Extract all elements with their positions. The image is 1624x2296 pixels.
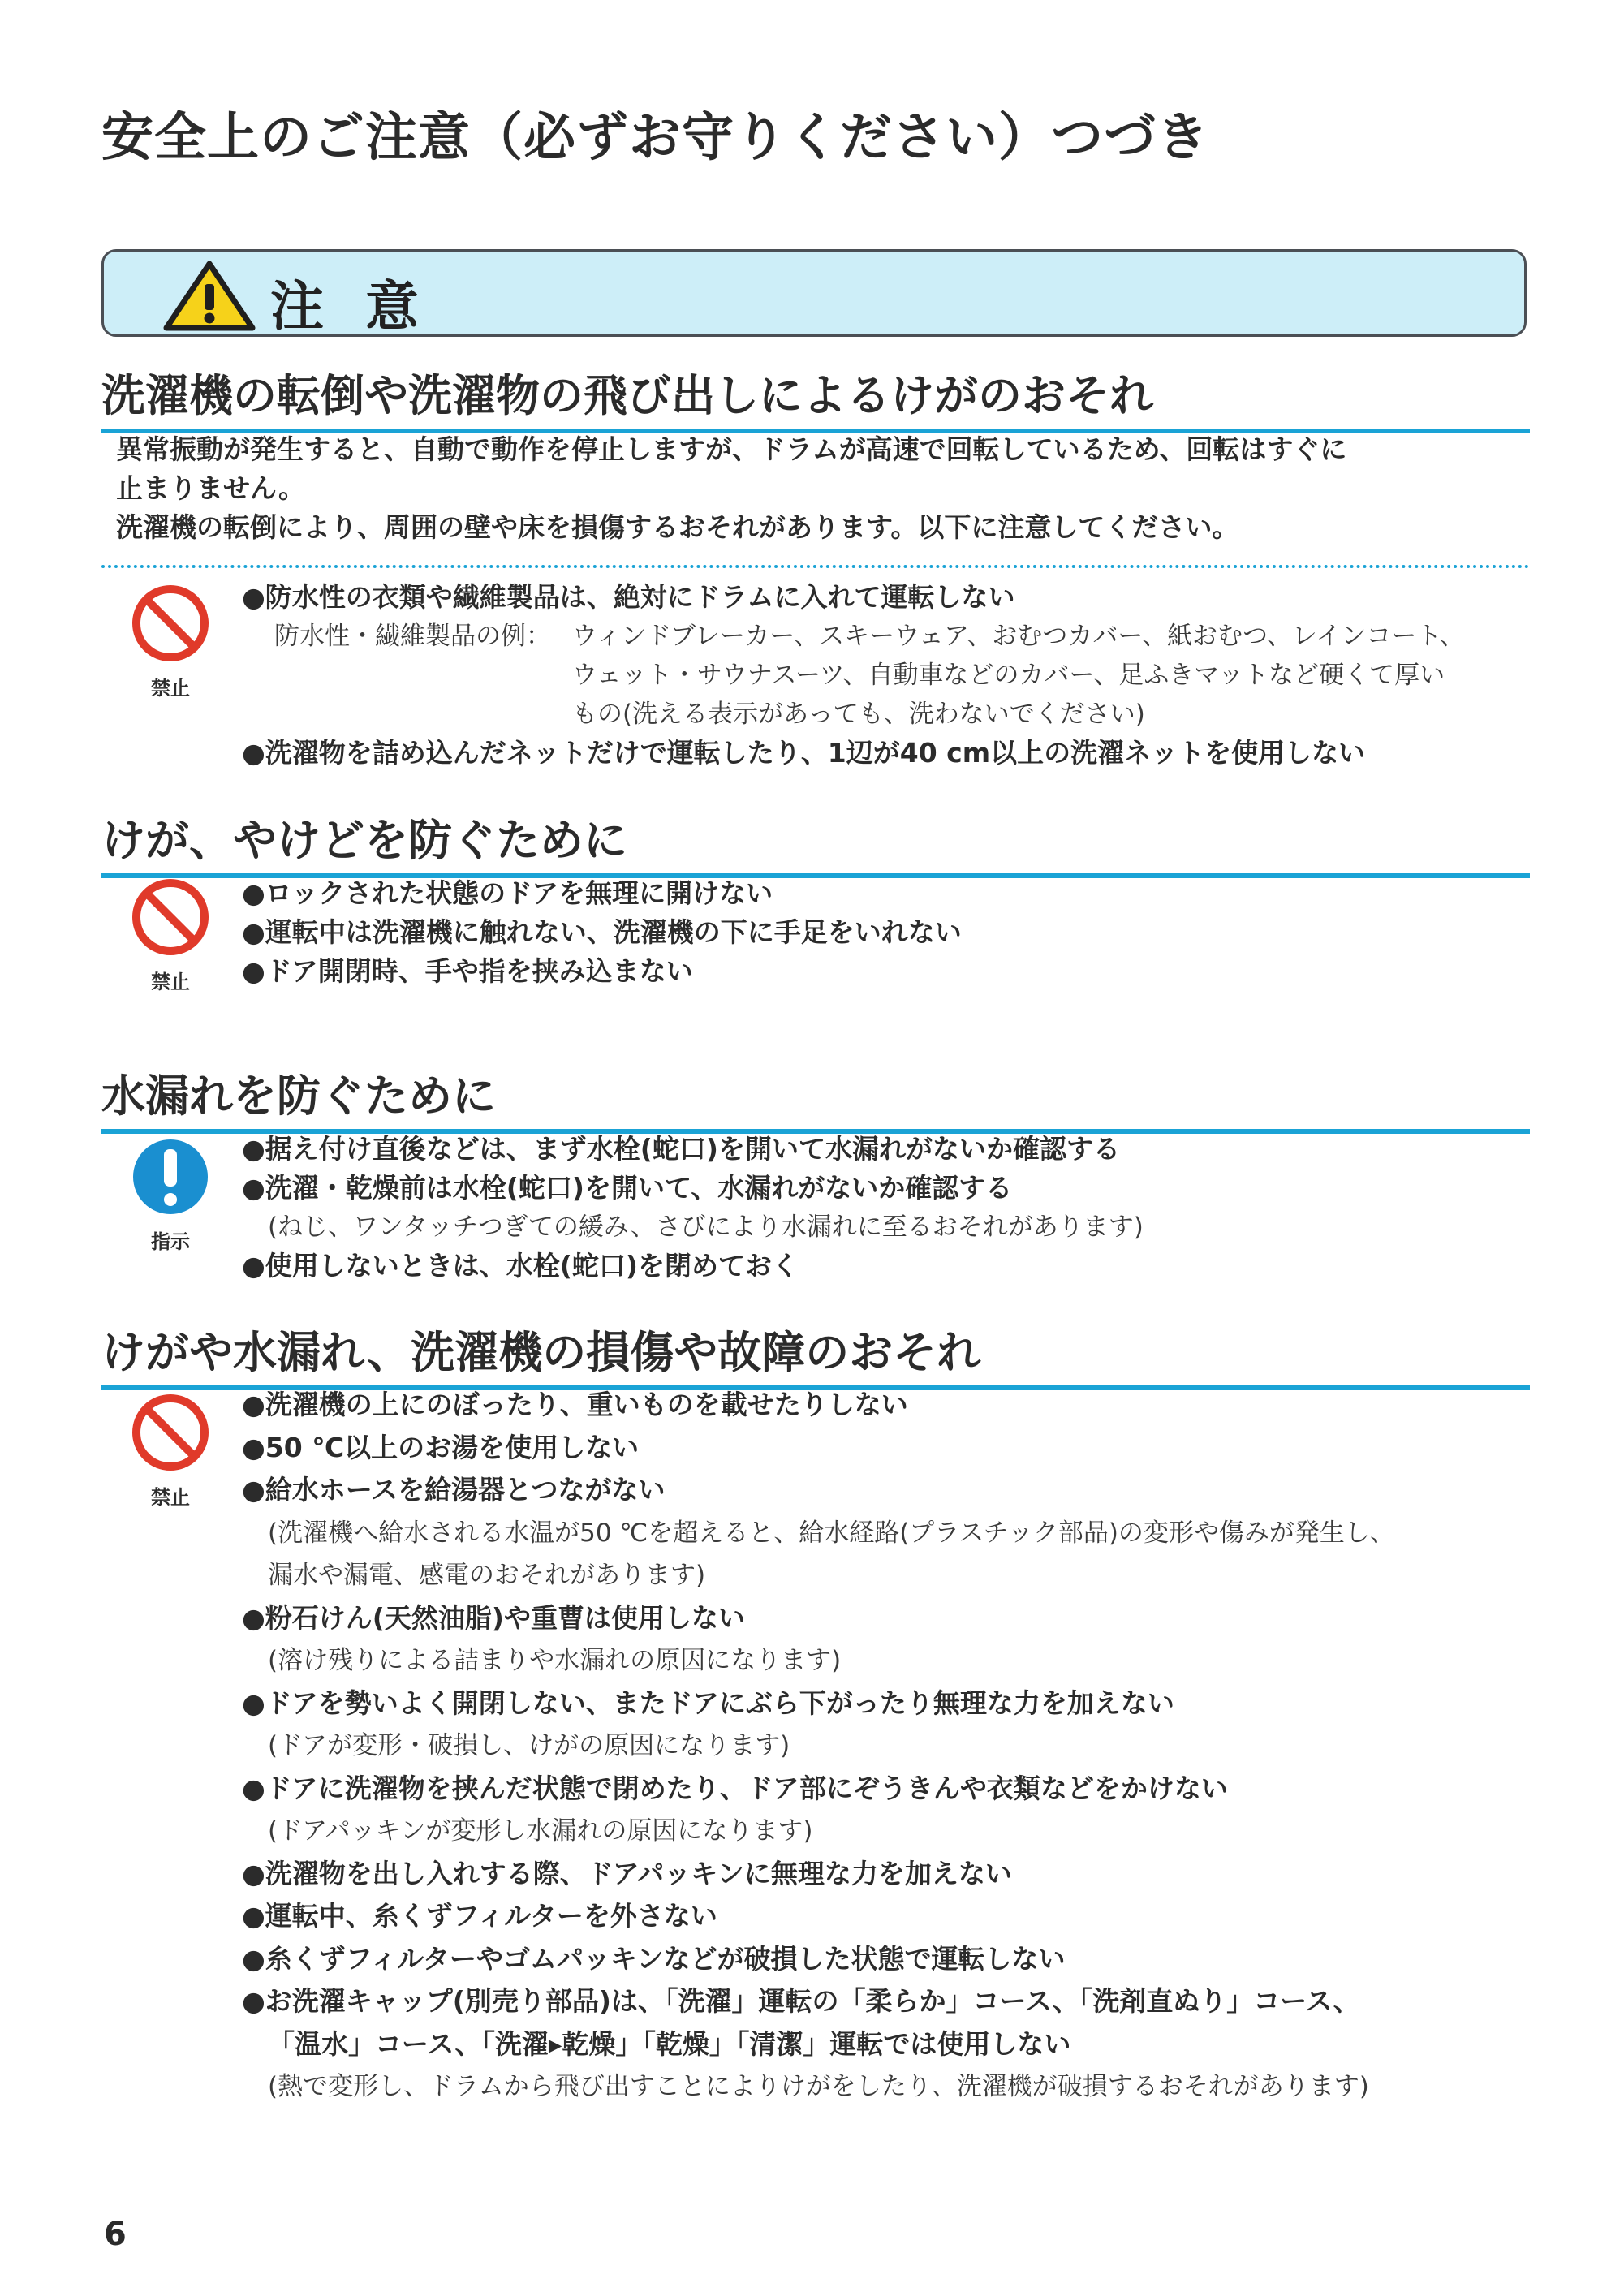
example-line: ウィンドブレーカー、スキーウェア、おむつカバー、紙おむつ、レインコート、 [572, 622, 1465, 651]
page-title: 安全上のご注意（必ずお守りください）つづき [101, 108, 1209, 168]
prohibition-pictogram [118, 877, 223, 994]
prohibition-caption: 禁止 [151, 1486, 190, 1509]
prohibition-icon [130, 583, 211, 664]
instruction-exclamation-icon [130, 1136, 211, 1217]
prohibition-icon [130, 1392, 211, 1473]
section-heading-damage-failure: けがや水漏れ、洗濯機の損傷や故障のおそれ [101, 1318, 1530, 1390]
list-item: ●運転中は洗濯機に触れない、洗濯機の下に手足をいれない [242, 916, 962, 948]
list-item: ●ドア開閉時、手や指を挟み込まない [242, 955, 693, 987]
intro-line: 洗濯機の転倒により、周囲の壁や床を損傷するおそれがあります。以下に注意してください。 [116, 511, 1239, 543]
list-item: ●洗濯物を出し入れする際、ドアパッキンに無理な力を加えない [242, 1858, 1012, 1889]
example-line: もの(洗える表示があっても、洗わないでください) [572, 700, 1145, 729]
list-item: ●糸くずフィルターやゴムパッキンなどが破損した状態で運転しない [242, 1943, 1066, 1975]
example-line: ウェット・サウナスーツ、自動車などのカバー、足ふきマットなど硬くて厚い [572, 661, 1445, 690]
list-item: ●給水ホースを給湯器とつながない [242, 1474, 666, 1506]
list-item: ●ドアを勢いよく開閉しない、またドアにぶら下がったり無理な力を加えない [242, 1687, 1174, 1719]
note-line: (洗濯機へ給水される水温が50 ℃を超えると、給水経路(プラスチック部品)の変形や傷みが発生し、 [268, 1518, 1395, 1548]
section-heading-water-leak: 水漏れを防ぐために [101, 1062, 1530, 1134]
prohibition-pictogram [118, 1392, 223, 1510]
note-line: (溶け残りによる詰まりや水漏れの原因になります) [268, 1646, 842, 1675]
list-item: ●ロックされた状態のドアを無理に開けない [242, 877, 773, 909]
intro-line: 異常振動が発生すると、自動で動作を停止しますが、ドラムが高速で回転しているため、回転はすぐに [116, 433, 1347, 465]
dotted-divider [101, 565, 1530, 568]
caution-banner [101, 249, 1527, 337]
prohibition-caption: 禁止 [151, 971, 190, 993]
section-heading-overturn: 洗濯機の転倒や洗濯物の飛び出しによるけがのおそれ [101, 361, 1530, 433]
list-item: ●運転中、糸くずフィルターを外さない [242, 1900, 717, 1932]
list-item: ●洗濯機の上にのぼったり、重いものを載せたりしない [242, 1389, 908, 1420]
list-item: ●50 ℃以上のお湯を使用しない [242, 1432, 640, 1463]
instruction-pictogram [118, 1136, 223, 1254]
list-item: ●防水性の衣類や繊維製品は、絶対にドラムに入れて運転しない [242, 581, 1015, 613]
list-item: ●使用しないときは、水栓(蛇口)を閉めておく [242, 1250, 799, 1282]
note-line: (ねじ、ワンタッチつぎての緩み、さびにより水漏れに至るおそれがあります) [268, 1213, 1144, 1242]
prohibition-icon [130, 877, 211, 958]
instruction-caption: 指示 [151, 1230, 190, 1253]
list-item: ●お洗濯キャップ(別売り部品)は、「洗濯」運転の「柔らか」コース、「洗剤直ぬり」コース、 [242, 1985, 1360, 2017]
prohibition-pictogram [118, 583, 223, 700]
caution-label: 注 意 [270, 275, 430, 338]
list-item: ●据え付け直後などは、まず水栓(蛇口)を開いて水漏れがないか確認する [242, 1133, 1120, 1165]
note-line: 漏水や漏電、感電のおそれがあります) [268, 1561, 706, 1590]
list-item: ●ドアに洗濯物を挟んだ状態で閉めたり、ドア部にぞうきんや衣類などをかけない [242, 1773, 1228, 1804]
list-item: ●洗濯・乾燥前は水栓(蛇口)を開いて、水漏れがないか確認する [242, 1172, 1013, 1204]
note-line: (ドアパッキンが変形し水漏れの原因になります) [268, 1816, 813, 1846]
example-label: 防水性・繊維製品の例： [274, 622, 551, 651]
note-line: (ドアが変形・破損し、けがの原因になります) [268, 1731, 790, 1760]
note-line: (熱で変形し、ドラムから飛び出すことによりけがをしたり、洗濯機が破損するおそれがあります) [268, 2072, 1369, 2101]
prohibition-caption: 禁止 [151, 677, 190, 700]
intro-line: 止まりません。 [116, 472, 305, 504]
page-number: 6 [104, 2216, 127, 2253]
warning-triangle-icon [162, 260, 256, 331]
list-item: ●粉石けん(天然油脂)や重曹は使用しない [242, 1602, 745, 1634]
section-heading-injury-burn: けが、やけどを防ぐために [101, 806, 1530, 878]
list-item-continuation: 「温水」コース、「洗濯▸乾燥」「乾燥」「清潔」運転では使用しない [268, 2028, 1071, 2060]
list-item: ●洗濯物を詰め込んだネットだけで運転したり、1辺が40 cm以上の洗濯ネットを使用しない [242, 737, 1366, 769]
